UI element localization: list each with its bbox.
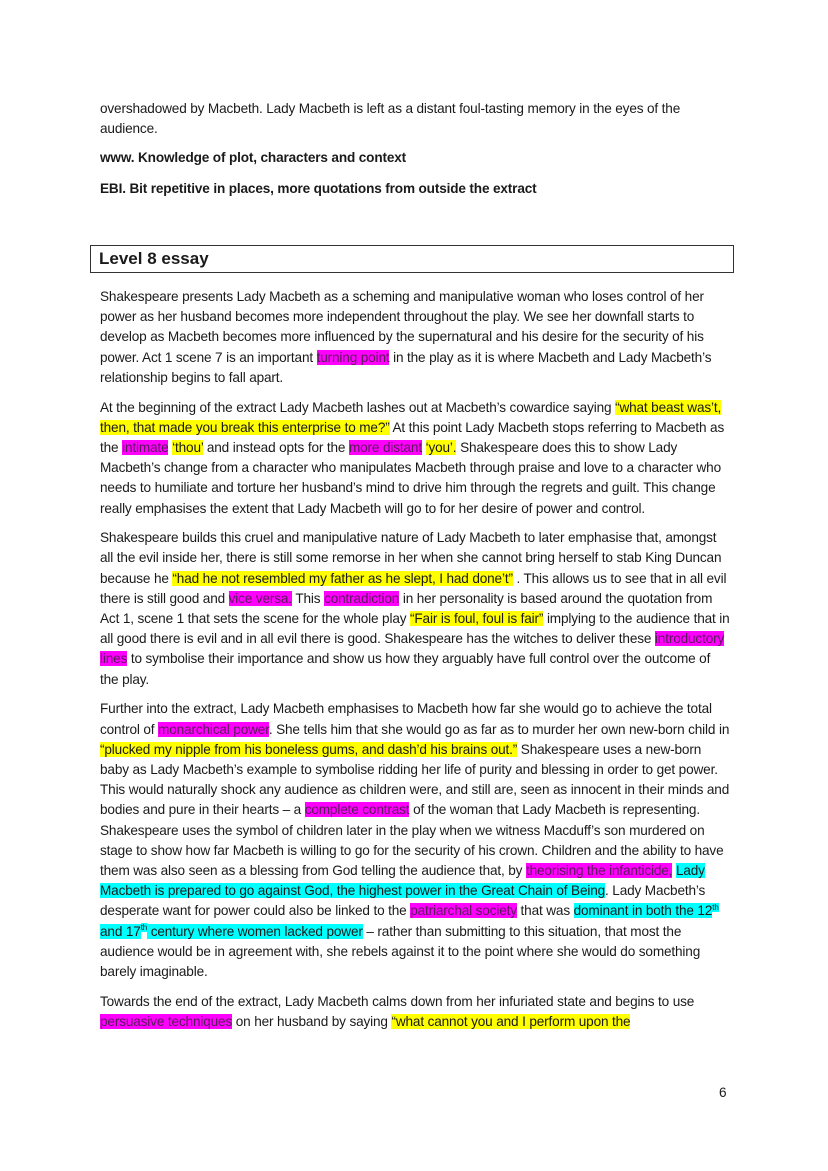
text-run: Shakespeare builds this cruel and manipulative nature of Lady Macbeth to later emphasise that, amongst all the evil inside her, there is still some remorse in her when she cannot bring herself to stab King Duncan because he xyxy=(100,530,722,586)
highlighted-text: vice versa. xyxy=(228,590,292,606)
highlighted-text: “what beast was’t, then, that made you break this enterprise to me?” xyxy=(100,399,722,435)
highlighted-text: “had he not resembled my father as he slept, I had done’t” xyxy=(172,570,513,586)
highlighted-text: introductory lines xyxy=(100,631,725,667)
highlighted-text: “plucked my nipple from his boneless gums, and dash’d his brains out.” xyxy=(100,741,518,757)
text-run: to symbolise their importance and show us how they arguably have full control over the outcome of the play. xyxy=(100,651,711,687)
highlighted-text: theorising the infanticide, xyxy=(525,862,673,878)
highlighted-text: ‘you’. xyxy=(425,439,457,455)
text-run: implying to the audience that in all good there is evil and in all evil there is good. Shakespeare has the witches to deliver these xyxy=(100,611,730,647)
text-run: Shakespeare presents Lady Macbeth as a scheming and manipulative woman who loses control of her power as her husband becomes more independent throughout the play. We see her downfall starts to develop as Macbeth becomes more influenced by the supernatural and his desire for the security of his power. Act 1 scene 7 is an important xyxy=(100,289,704,365)
highlighted-text: contradiction xyxy=(324,590,400,606)
essay-paragraph xyxy=(100,699,730,982)
highlighted-text: ‘thou’ xyxy=(172,439,204,455)
text-run: Further into the extract, Lady Macbeth emphasises to Macbeth how far she would go to achieve the total control of xyxy=(100,701,712,737)
highlighted-text: “what cannot you and I perform upon the xyxy=(391,1013,631,1029)
text-run: of the woman that Lady Macbeth is representing. Shakespeare uses the symbol of children later in the play when we witness Macduff’s son murdered on stage to show how far Macbeth is willing to go for the security of his crown. Children and the ability to have them was also seen as a blessing from God telling the audience that, by xyxy=(100,802,724,878)
highlighted-text: dominant in both the 12 xyxy=(573,903,713,919)
highlighted-text: th xyxy=(712,902,719,912)
text-run: At the beginning of the extract Lady Macbeth lashes out at Macbeth’s cowardice saying xyxy=(100,399,616,415)
essay-paragraph xyxy=(100,992,730,1032)
text-run: . She tells him that she would go as far as to murder her own new-born child in xyxy=(268,721,730,737)
highlighted-text: “Fair is foul, foul is fair” xyxy=(410,611,544,627)
highlighted-text: intimate xyxy=(122,439,169,455)
text-run: in the play as it is where Macbeth and Lady Macbeth’s relationship begins to fall apart. xyxy=(100,349,712,385)
text-run: . Lady Macbeth’s desperate want for power could also be linked to the xyxy=(100,883,706,919)
highlighted-text: persuasive techniques xyxy=(100,1013,233,1029)
essay-paragraph xyxy=(100,287,730,388)
essay-heading-box xyxy=(90,245,734,273)
highlighted-text: century where women lacked power xyxy=(147,923,363,939)
www-feedback: www. Knowledge of plot, characters and context xyxy=(100,150,407,166)
highlighted-text: complete contrast xyxy=(304,802,410,818)
text-run: Towards the end of the extract, Lady Macbeth calms down from her infuriated state and begins to use xyxy=(100,993,695,1009)
text-run: – rather than submitting to this situation, that most the audience would be in agreement with, she rebels against it to the point where she would do something barely imaginable. xyxy=(100,923,701,979)
highlighted-text: turning point xyxy=(316,349,390,365)
essay-heading: Level 8 essay xyxy=(99,249,209,268)
intro-paragraph: overshadowed by Macbeth. Lady Macbeth is left as a distant foul-tasting memory in the eyes of the audience. xyxy=(100,101,681,137)
highlighted-text: patriarchal society xyxy=(410,903,517,919)
text-run: and instead opts for the xyxy=(203,439,349,455)
text-run: Shakespeare does this to show Lady Macbeth’s change from a character who manipulates Macbeth through praise and love to a character who needs to humiliate and torture her husband’s mind to drive him through the regrets and guilt. This change really emphasises the extent that Lady Macbeth will go to for her desire of power and control. xyxy=(100,439,721,516)
text-run: At this point Lady Macbeth stops referring to Macbeth as the xyxy=(100,419,725,455)
highlighted-text: Lady Macbeth is prepared to go against God, the highest power in the Great Chain of Being xyxy=(100,862,705,899)
highlighted-text: monarchical power xyxy=(158,721,269,737)
text-run: that was xyxy=(516,903,574,919)
essay-paragraph xyxy=(100,528,730,690)
highlighted-text: and 17 xyxy=(100,923,141,939)
essay-body xyxy=(100,287,730,1042)
text-run: in her personality is based around the quotation from Act 1, scene 1 that sets the scene for the whole play xyxy=(100,590,713,627)
page-number: 6 xyxy=(719,1085,727,1100)
text-run: . This allows us to see that in all evil there is still good and xyxy=(100,570,727,606)
ebi-feedback: EBI. Bit repetitive in places, more quotations from outside the extract xyxy=(100,180,537,196)
essay-paragraph xyxy=(100,398,730,519)
feedback-section xyxy=(100,99,728,209)
text-run: Shakespeare uses a new-born baby as Lady Macbeth’s example to symbolise ridding her life of purity and blessing in order to get power. This would naturally shock any audience as children were, and still are, seen as innocent in their minds and bodies and pure in their hearts – a xyxy=(100,741,730,818)
highlighted-text: th xyxy=(140,923,148,933)
highlighted-text: more distant xyxy=(348,439,422,455)
text-run: This xyxy=(291,590,325,606)
text-run: on her husband by saying xyxy=(232,1013,392,1029)
